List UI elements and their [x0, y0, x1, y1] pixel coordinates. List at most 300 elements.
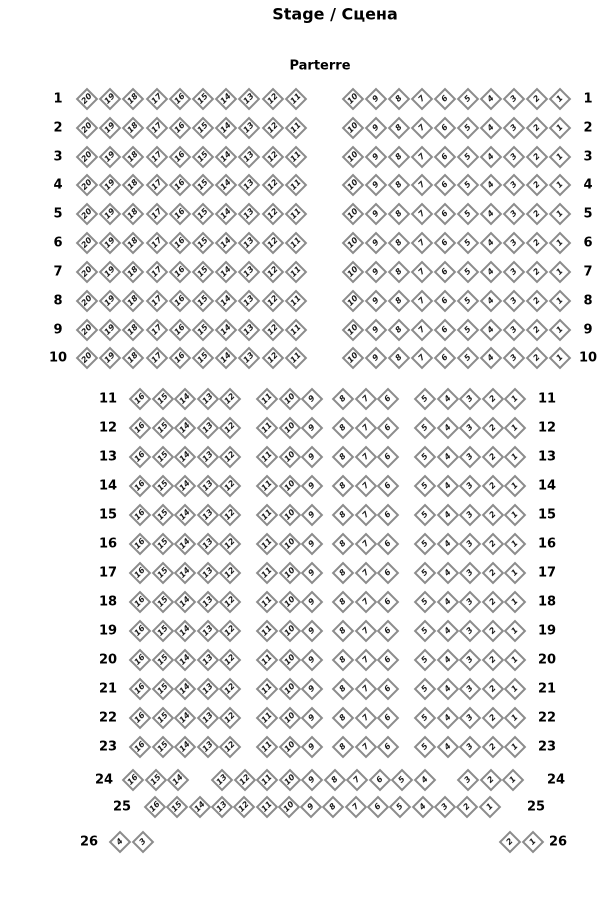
seat[interactable]	[284, 117, 307, 140]
seat[interactable]	[459, 446, 482, 469]
seat[interactable]	[436, 736, 459, 759]
seat[interactable]	[238, 232, 261, 255]
seat[interactable]	[301, 591, 324, 614]
seat[interactable]	[145, 319, 168, 342]
seat[interactable]	[215, 117, 238, 140]
seat[interactable]	[174, 707, 197, 730]
seat[interactable]	[323, 769, 346, 792]
seat[interactable]	[411, 88, 434, 111]
seat[interactable]	[196, 446, 219, 469]
seat[interactable]	[145, 117, 168, 140]
seat[interactable]	[549, 174, 572, 197]
seat[interactable]	[504, 446, 527, 469]
seat[interactable]	[192, 290, 215, 313]
seat[interactable]	[503, 319, 526, 342]
seat[interactable]	[332, 678, 355, 701]
seat[interactable]	[367, 796, 390, 819]
seat[interactable]	[414, 417, 437, 440]
seat[interactable]	[196, 707, 219, 730]
seat[interactable]	[504, 649, 527, 672]
seat[interactable]	[332, 620, 355, 643]
seat[interactable]	[434, 290, 457, 313]
seat[interactable]	[377, 649, 400, 672]
seat[interactable]	[278, 475, 301, 498]
seat[interactable]	[377, 620, 400, 643]
seat[interactable]	[481, 475, 504, 498]
seat[interactable]	[344, 796, 367, 819]
seat[interactable]	[301, 707, 324, 730]
seat[interactable]	[459, 620, 482, 643]
seat[interactable]	[219, 649, 242, 672]
seat[interactable]	[388, 174, 411, 197]
seat[interactable]	[196, 388, 219, 411]
seat[interactable]	[365, 319, 388, 342]
seat[interactable]	[436, 504, 459, 527]
seat[interactable]	[192, 88, 215, 111]
seat[interactable]	[457, 232, 480, 255]
seat[interactable]	[503, 146, 526, 169]
seat[interactable]	[215, 347, 238, 370]
seat[interactable]	[365, 290, 388, 313]
seat[interactable]	[145, 290, 168, 313]
seat[interactable]	[414, 620, 437, 643]
seat[interactable]	[503, 174, 526, 197]
seat[interactable]	[129, 446, 152, 469]
seat[interactable]	[414, 446, 437, 469]
seat[interactable]	[354, 736, 377, 759]
seat[interactable]	[459, 504, 482, 527]
seat[interactable]	[414, 678, 437, 701]
seat[interactable]	[377, 707, 400, 730]
seat[interactable]	[377, 388, 400, 411]
seat[interactable]	[526, 347, 549, 370]
seat[interactable]	[332, 707, 355, 730]
seat[interactable]	[238, 261, 261, 284]
seat[interactable]	[219, 591, 242, 614]
seat[interactable]	[151, 562, 174, 585]
seat[interactable]	[436, 562, 459, 585]
seat[interactable]	[481, 678, 504, 701]
seat[interactable]	[129, 736, 152, 759]
seat[interactable]	[174, 475, 197, 498]
seat[interactable]	[526, 319, 549, 342]
seat[interactable]	[99, 290, 122, 313]
seat[interactable]	[480, 347, 503, 370]
seat[interactable]	[342, 232, 365, 255]
seat[interactable]	[168, 117, 191, 140]
seat[interactable]	[411, 146, 434, 169]
seat[interactable]	[342, 88, 365, 111]
seat[interactable]	[256, 736, 279, 759]
seat[interactable]	[549, 347, 572, 370]
seat[interactable]	[434, 146, 457, 169]
seat[interactable]	[284, 290, 307, 313]
seat[interactable]	[478, 796, 501, 819]
seat[interactable]	[256, 769, 279, 792]
seat[interactable]	[457, 146, 480, 169]
seat[interactable]	[411, 347, 434, 370]
seat[interactable]	[459, 475, 482, 498]
seat[interactable]	[411, 232, 434, 255]
seat[interactable]	[436, 446, 459, 469]
seat[interactable]	[261, 88, 284, 111]
seat[interactable]	[411, 261, 434, 284]
seat[interactable]	[456, 796, 479, 819]
seat[interactable]	[284, 347, 307, 370]
seat[interactable]	[122, 261, 145, 284]
seat[interactable]	[457, 347, 480, 370]
seat[interactable]	[278, 736, 301, 759]
seat[interactable]	[332, 591, 355, 614]
seat[interactable]	[342, 146, 365, 169]
seat[interactable]	[99, 146, 122, 169]
seat[interactable]	[261, 347, 284, 370]
seat[interactable]	[481, 533, 504, 556]
seat[interactable]	[434, 347, 457, 370]
seat[interactable]	[168, 347, 191, 370]
seat[interactable]	[457, 261, 480, 284]
seat[interactable]	[145, 261, 168, 284]
seat[interactable]	[256, 707, 279, 730]
seat[interactable]	[365, 146, 388, 169]
seat[interactable]	[122, 769, 145, 792]
seat[interactable]	[99, 117, 122, 140]
seat[interactable]	[256, 533, 279, 556]
seat[interactable]	[145, 232, 168, 255]
seat[interactable]	[238, 203, 261, 226]
seat[interactable]	[481, 388, 504, 411]
seat[interactable]	[219, 504, 242, 527]
seat[interactable]	[196, 649, 219, 672]
seat[interactable]	[549, 290, 572, 313]
seat[interactable]	[414, 591, 437, 614]
seat[interactable]	[388, 261, 411, 284]
seat[interactable]	[526, 203, 549, 226]
seat[interactable]	[219, 533, 242, 556]
seat[interactable]	[480, 319, 503, 342]
seat[interactable]	[145, 347, 168, 370]
seat[interactable]	[332, 417, 355, 440]
seat[interactable]	[301, 446, 324, 469]
seat[interactable]	[414, 736, 437, 759]
seat[interactable]	[434, 117, 457, 140]
seat[interactable]	[332, 388, 355, 411]
seat[interactable]	[192, 203, 215, 226]
seat[interactable]	[414, 649, 437, 672]
seat[interactable]	[238, 290, 261, 313]
seat[interactable]	[365, 261, 388, 284]
seat[interactable]	[414, 562, 437, 585]
seat[interactable]	[436, 417, 459, 440]
seat[interactable]	[99, 203, 122, 226]
seat[interactable]	[261, 319, 284, 342]
seat[interactable]	[192, 117, 215, 140]
seat[interactable]	[436, 649, 459, 672]
seat[interactable]	[278, 533, 301, 556]
seat[interactable]	[256, 504, 279, 527]
seat[interactable]	[219, 736, 242, 759]
seat[interactable]	[284, 319, 307, 342]
seat[interactable]	[411, 796, 434, 819]
seat[interactable]	[129, 707, 152, 730]
seat[interactable]	[256, 562, 279, 585]
seat[interactable]	[459, 591, 482, 614]
seat[interactable]	[151, 504, 174, 527]
seat[interactable]	[526, 261, 549, 284]
seat[interactable]	[436, 475, 459, 498]
seat[interactable]	[414, 533, 437, 556]
seat[interactable]	[504, 678, 527, 701]
seat[interactable]	[284, 203, 307, 226]
seat[interactable]	[301, 417, 324, 440]
seat[interactable]	[76, 88, 99, 111]
seat[interactable]	[377, 533, 400, 556]
seat[interactable]	[322, 796, 345, 819]
seat[interactable]	[122, 203, 145, 226]
seat[interactable]	[301, 769, 324, 792]
seat[interactable]	[481, 649, 504, 672]
seat[interactable]	[301, 736, 324, 759]
seat[interactable]	[388, 88, 411, 111]
seat[interactable]	[377, 446, 400, 469]
seat[interactable]	[332, 533, 355, 556]
seat[interactable]	[434, 796, 457, 819]
seat[interactable]	[129, 620, 152, 643]
seat[interactable]	[129, 533, 152, 556]
seat[interactable]	[219, 417, 242, 440]
seat[interactable]	[129, 591, 152, 614]
seat[interactable]	[411, 319, 434, 342]
seat[interactable]	[503, 88, 526, 111]
seat[interactable]	[261, 174, 284, 197]
seat[interactable]	[168, 232, 191, 255]
seat[interactable]	[261, 232, 284, 255]
seat[interactable]	[549, 146, 572, 169]
seat[interactable]	[377, 591, 400, 614]
seat[interactable]	[129, 649, 152, 672]
seat[interactable]	[354, 678, 377, 701]
seat[interactable]	[481, 591, 504, 614]
seat[interactable]	[526, 117, 549, 140]
seat[interactable]	[457, 203, 480, 226]
seat[interactable]	[122, 290, 145, 313]
seat[interactable]	[219, 446, 242, 469]
seat[interactable]	[99, 261, 122, 284]
seat[interactable]	[388, 232, 411, 255]
seat[interactable]	[503, 117, 526, 140]
seat[interactable]	[278, 504, 301, 527]
seat[interactable]	[256, 591, 279, 614]
seat[interactable]	[436, 533, 459, 556]
seat[interactable]	[459, 707, 482, 730]
seat[interactable]	[457, 88, 480, 111]
seat[interactable]	[278, 678, 301, 701]
seat[interactable]	[354, 446, 377, 469]
seat[interactable]	[365, 88, 388, 111]
seat[interactable]	[215, 146, 238, 169]
seat[interactable]	[480, 261, 503, 284]
seat[interactable]	[219, 388, 242, 411]
seat[interactable]	[256, 620, 279, 643]
seat[interactable]	[122, 146, 145, 169]
seat[interactable]	[434, 319, 457, 342]
seat[interactable]	[284, 232, 307, 255]
seat[interactable]	[411, 174, 434, 197]
seat[interactable]	[219, 620, 242, 643]
seat[interactable]	[76, 232, 99, 255]
seat[interactable]	[145, 146, 168, 169]
seat[interactable]	[99, 88, 122, 111]
seat[interactable]	[76, 117, 99, 140]
seat[interactable]	[389, 796, 412, 819]
seat[interactable]	[174, 533, 197, 556]
seat[interactable]	[354, 649, 377, 672]
seat[interactable]	[481, 620, 504, 643]
seat[interactable]	[129, 417, 152, 440]
seat[interactable]	[481, 417, 504, 440]
seat[interactable]	[499, 831, 522, 854]
seat[interactable]	[526, 146, 549, 169]
seat[interactable]	[549, 261, 572, 284]
seat[interactable]	[284, 174, 307, 197]
seat[interactable]	[196, 591, 219, 614]
seat[interactable]	[196, 504, 219, 527]
seat[interactable]	[504, 707, 527, 730]
seat[interactable]	[503, 261, 526, 284]
seat[interactable]	[277, 796, 300, 819]
seat[interactable]	[151, 591, 174, 614]
seat[interactable]	[502, 769, 525, 792]
seat[interactable]	[459, 562, 482, 585]
seat[interactable]	[278, 388, 301, 411]
seat[interactable]	[504, 533, 527, 556]
seat[interactable]	[479, 769, 502, 792]
seat[interactable]	[434, 203, 457, 226]
seat[interactable]	[503, 203, 526, 226]
seat[interactable]	[301, 649, 324, 672]
seat[interactable]	[144, 769, 167, 792]
seat[interactable]	[122, 88, 145, 111]
seat[interactable]	[168, 88, 191, 111]
seat[interactable]	[365, 203, 388, 226]
seat[interactable]	[457, 769, 480, 792]
seat[interactable]	[504, 475, 527, 498]
seat[interactable]	[76, 174, 99, 197]
seat[interactable]	[278, 591, 301, 614]
seat[interactable]	[192, 347, 215, 370]
seat[interactable]	[174, 562, 197, 585]
seat[interactable]	[481, 446, 504, 469]
seat[interactable]	[411, 290, 434, 313]
seat[interactable]	[196, 475, 219, 498]
seat[interactable]	[377, 417, 400, 440]
seat[interactable]	[238, 319, 261, 342]
seat[interactable]	[261, 146, 284, 169]
seat[interactable]	[168, 203, 191, 226]
seat[interactable]	[436, 620, 459, 643]
seat[interactable]	[167, 769, 190, 792]
seat[interactable]	[457, 117, 480, 140]
seat[interactable]	[238, 88, 261, 111]
seat[interactable]	[434, 88, 457, 111]
seat[interactable]	[480, 117, 503, 140]
seat[interactable]	[238, 146, 261, 169]
seat[interactable]	[354, 620, 377, 643]
seat[interactable]	[377, 475, 400, 498]
seat[interactable]	[413, 769, 436, 792]
seat[interactable]	[168, 319, 191, 342]
seat[interactable]	[549, 88, 572, 111]
seat[interactable]	[504, 388, 527, 411]
seat[interactable]	[301, 504, 324, 527]
seat[interactable]	[99, 174, 122, 197]
seat[interactable]	[459, 417, 482, 440]
seat[interactable]	[342, 174, 365, 197]
seat[interactable]	[503, 347, 526, 370]
seat[interactable]	[256, 678, 279, 701]
seat[interactable]	[434, 174, 457, 197]
seat[interactable]	[145, 88, 168, 111]
seat[interactable]	[342, 203, 365, 226]
seat[interactable]	[192, 232, 215, 255]
seat[interactable]	[215, 290, 238, 313]
seat[interactable]	[480, 232, 503, 255]
seat[interactable]	[354, 707, 377, 730]
seat[interactable]	[354, 504, 377, 527]
seat[interactable]	[196, 562, 219, 585]
seat[interactable]	[481, 562, 504, 585]
seat[interactable]	[414, 707, 437, 730]
seat[interactable]	[256, 649, 279, 672]
seat[interactable]	[436, 388, 459, 411]
seat[interactable]	[129, 504, 152, 527]
seat[interactable]	[192, 146, 215, 169]
seat[interactable]	[145, 203, 168, 226]
seat[interactable]	[526, 174, 549, 197]
seat[interactable]	[342, 347, 365, 370]
seat[interactable]	[151, 533, 174, 556]
seat[interactable]	[278, 446, 301, 469]
seat[interactable]	[346, 769, 369, 792]
seat[interactable]	[481, 736, 504, 759]
seat[interactable]	[365, 117, 388, 140]
seat[interactable]	[278, 707, 301, 730]
seat[interactable]	[354, 533, 377, 556]
seat[interactable]	[129, 678, 152, 701]
seat[interactable]	[480, 174, 503, 197]
seat[interactable]	[256, 388, 279, 411]
seat[interactable]	[174, 388, 197, 411]
seat[interactable]	[504, 591, 527, 614]
seat[interactable]	[411, 117, 434, 140]
seat[interactable]	[504, 620, 527, 643]
seat[interactable]	[196, 678, 219, 701]
seat[interactable]	[168, 290, 191, 313]
seat[interactable]	[526, 88, 549, 111]
seat[interactable]	[459, 649, 482, 672]
seat[interactable]	[436, 678, 459, 701]
seat[interactable]	[459, 388, 482, 411]
seat[interactable]	[215, 261, 238, 284]
seat[interactable]	[480, 203, 503, 226]
seat[interactable]	[129, 388, 152, 411]
seat[interactable]	[301, 475, 324, 498]
seat[interactable]	[549, 232, 572, 255]
seat[interactable]	[151, 620, 174, 643]
seat[interactable]	[256, 417, 279, 440]
seat[interactable]	[278, 562, 301, 585]
seat[interactable]	[168, 146, 191, 169]
